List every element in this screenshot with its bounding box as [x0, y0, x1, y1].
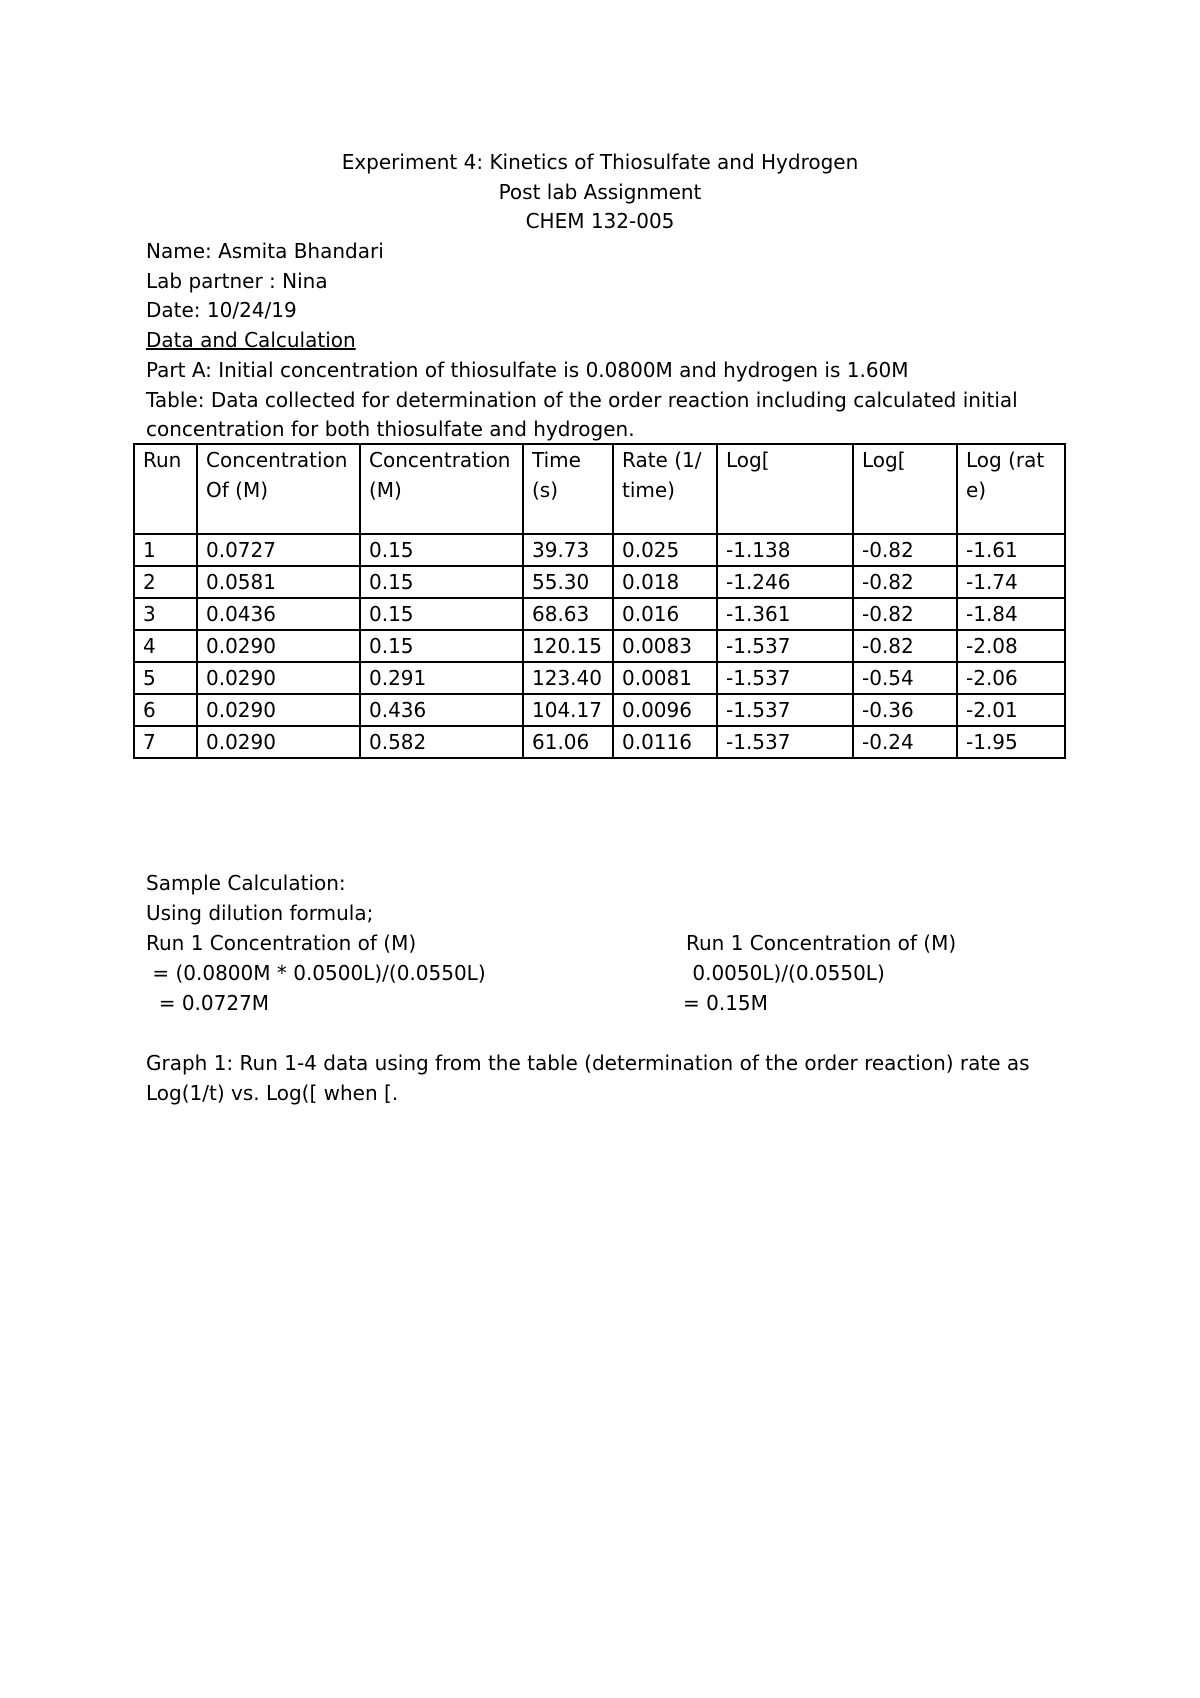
- table-cell: -0.24: [853, 726, 957, 758]
- header-log-rate: Log (rate): [957, 444, 1065, 534]
- document-title: Experiment 4: Kinetics of Thiosulfate and Hydrogen: [341, 150, 859, 174]
- table-cell: -2.08: [957, 630, 1065, 662]
- header-rate: Rate (1/time): [613, 444, 717, 534]
- table-cell: -1.84: [957, 598, 1065, 630]
- header-concentration-hydrogen: Concentration (M): [360, 444, 523, 534]
- table-cell: 0.0290: [197, 694, 360, 726]
- calc-hydrogen-label: Run 1 Concentration of (M): [686, 931, 957, 955]
- calc-thiosulfate-equation: = (0.0800M * 0.0500L)/(0.0550L): [146, 961, 486, 985]
- table-cell: 120.15: [523, 630, 613, 662]
- table-cell: 0.15: [360, 630, 523, 662]
- table-header-row: [134, 444, 1065, 534]
- student-name: Name: Asmita Bhandari: [146, 239, 384, 263]
- table-cell: 39.73: [523, 534, 613, 566]
- table-cell: -1.61: [957, 534, 1065, 566]
- table-cell: -0.82: [853, 630, 957, 662]
- table-cell: -1.246: [717, 566, 853, 598]
- graph-description: Graph 1: Run 1-4 data using from the table (determination of the order reaction) rate as: [146, 1051, 1030, 1075]
- table-cell: 1: [134, 534, 197, 566]
- table-cell: -1.537: [717, 662, 853, 694]
- table-cell: 0.15: [360, 598, 523, 630]
- calc-thiosulfate-result: = 0.0727M: [146, 991, 270, 1015]
- table-cell: -1.138: [717, 534, 853, 566]
- table-cell: 0.016: [613, 598, 717, 630]
- section-heading: Data and Calculation: [146, 328, 356, 352]
- data-table: [133, 443, 1066, 759]
- table-cell: -1.537: [717, 694, 853, 726]
- table-cell: 0.0436: [197, 598, 360, 630]
- table-caption-continued: concentration for both thiosulfate and hydrogen.: [146, 417, 635, 441]
- table-row: [134, 726, 1065, 758]
- table-cell: 0.15: [360, 534, 523, 566]
- table-cell: -0.82: [853, 566, 957, 598]
- header-log-thiosulfate: Log[: [717, 444, 853, 534]
- calc-thiosulfate-label: Run 1 Concentration of (M): [146, 931, 417, 955]
- graph-description-continued: Log(1/t) vs. Log([ when [.: [146, 1081, 399, 1105]
- table-cell: 0.0116: [613, 726, 717, 758]
- lab-partner: Lab partner : Nina: [146, 269, 328, 293]
- table-cell: 2: [134, 566, 197, 598]
- table-cell: 4: [134, 630, 197, 662]
- table-cell: 0.0290: [197, 726, 360, 758]
- course-code: CHEM 132-005: [525, 209, 675, 233]
- table-cell: -1.537: [717, 630, 853, 662]
- table-cell: -1.537: [717, 726, 853, 758]
- table-cell: 7: [134, 726, 197, 758]
- table-cell: 0.436: [360, 694, 523, 726]
- table-cell: 68.63: [523, 598, 613, 630]
- header-concentration-thiosulfate: Concentration Of (M): [197, 444, 360, 534]
- table-caption: Table: Data collected for determination of the order reaction including calculated initial: [146, 388, 1018, 412]
- table-cell: 0.0096: [613, 694, 717, 726]
- table-cell: 5: [134, 662, 197, 694]
- calc-hydrogen-equation: 0.0050L)/(0.0550L): [686, 961, 885, 985]
- table-cell: 6: [134, 694, 197, 726]
- table-cell: 3: [134, 598, 197, 630]
- table-row: [134, 534, 1065, 566]
- table-cell: -1.361: [717, 598, 853, 630]
- table-cell: 61.06: [523, 726, 613, 758]
- sample-calculation-heading: Sample Calculation:: [146, 871, 346, 895]
- table-cell: -0.82: [853, 534, 957, 566]
- table-cell: -0.54: [853, 662, 957, 694]
- table-cell: -2.01: [957, 694, 1065, 726]
- dilution-formula-note: Using dilution formula;: [146, 901, 374, 925]
- table-cell: -2.06: [957, 662, 1065, 694]
- header-run: Run: [134, 444, 197, 534]
- table-cell: 0.0290: [197, 630, 360, 662]
- table-row: [134, 630, 1065, 662]
- table-cell: 0.0727: [197, 534, 360, 566]
- table-cell: 123.40: [523, 662, 613, 694]
- header-time: Time (s): [523, 444, 613, 534]
- document-subtitle: Post lab Assignment: [498, 180, 702, 204]
- table-cell: 104.17: [523, 694, 613, 726]
- table-cell: 0.0081: [613, 662, 717, 694]
- table-cell: 0.018: [613, 566, 717, 598]
- table-cell: 0.025: [613, 534, 717, 566]
- header-log-hydrogen: Log[: [853, 444, 957, 534]
- date: Date: 10/24/19: [146, 298, 297, 322]
- table-cell: -0.82: [853, 598, 957, 630]
- table-cell: 0.15: [360, 566, 523, 598]
- table-row: [134, 566, 1065, 598]
- table-row: [134, 662, 1065, 694]
- part-a-description: Part A: Initial concentration of thiosulfate is 0.0800M and hydrogen is 1.60M: [146, 358, 909, 382]
- table-cell: 0.0581: [197, 566, 360, 598]
- table-cell: 0.0083: [613, 630, 717, 662]
- table-cell: -1.74: [957, 566, 1065, 598]
- table-row: [134, 694, 1065, 726]
- calc-hydrogen-result: = 0.15M: [683, 991, 768, 1015]
- table-cell: 0.291: [360, 662, 523, 694]
- table-cell: -1.95: [957, 726, 1065, 758]
- table-cell: 0.0290: [197, 662, 360, 694]
- table-cell: 0.582: [360, 726, 523, 758]
- table-cell: -0.36: [853, 694, 957, 726]
- table-cell: 55.30: [523, 566, 613, 598]
- table-row: [134, 598, 1065, 630]
